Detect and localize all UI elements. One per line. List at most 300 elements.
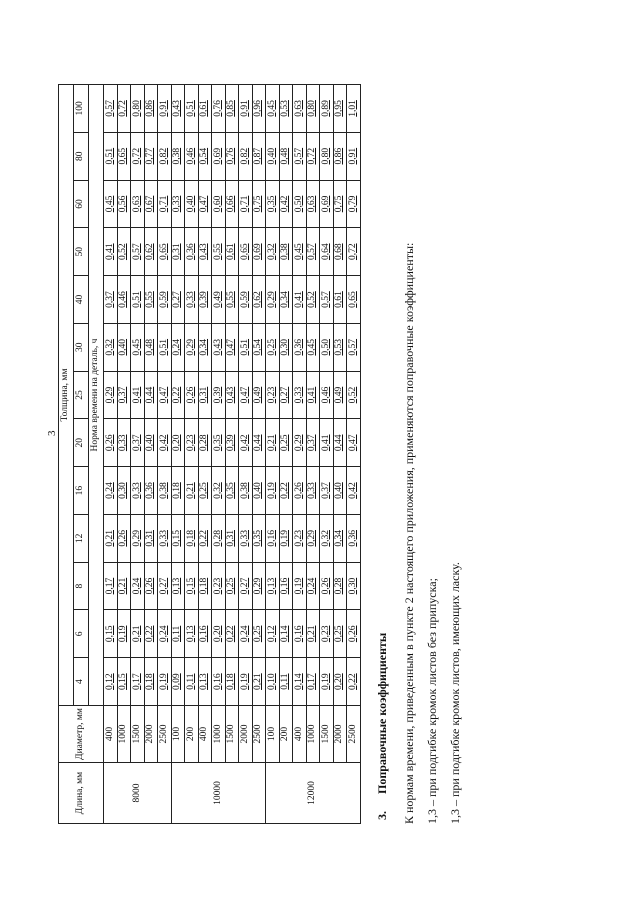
thickness-col-header: 60 (74, 180, 89, 228)
norm-value-cell: 0,26 (320, 562, 334, 610)
norm-value-cell: 0,28 (212, 514, 226, 562)
table-row (293, 85, 307, 824)
norm-value-cell: 0,33 (158, 514, 172, 562)
norm-value-cell: 0,91 (347, 132, 361, 180)
norm-value-cell: 0,86 (333, 132, 347, 180)
norm-value-cell: 0,36 (347, 514, 361, 562)
norm-value-cell: 0,20 (333, 658, 347, 706)
table-row (185, 85, 199, 824)
norm-value-cell: 0,24 (171, 323, 185, 371)
norm-value-cell: 0,52 (347, 371, 361, 419)
norm-value-cell: 0,36 (293, 323, 307, 371)
norm-value-cell: 0,38 (171, 132, 185, 180)
norm-value-cell: 0,45 (104, 180, 118, 228)
norm-value-cell: 0,63 (131, 180, 145, 228)
norm-value-cell: 0,15 (171, 514, 185, 562)
norm-value-cell: 0,18 (171, 467, 185, 515)
norm-value-cell: 0,64 (320, 228, 334, 276)
norm-value-cell: 0,26 (117, 514, 131, 562)
section-intro: К нормам времени, приведенным в пункте 2 настоящего приложения, применяются поправочные коэффициенты: (401, 242, 416, 824)
norm-value-cell: 0,59 (239, 276, 253, 324)
table-row (131, 85, 145, 824)
norm-value-cell: 0,43 (171, 85, 185, 133)
norm-value-cell: 0,15 (117, 658, 131, 706)
norm-value-cell: 0,51 (239, 323, 253, 371)
norm-value-cell: 0,17 (131, 658, 145, 706)
norm-value-cell: 0,69 (212, 132, 226, 180)
norm-value-cell: 0,16 (293, 610, 307, 658)
norm-value-cell: 0,22 (198, 514, 212, 562)
norm-value-cell: 0,27 (171, 276, 185, 324)
norm-value-cell: 0,86 (144, 85, 158, 133)
norm-value-cell: 0,29 (266, 276, 280, 324)
table-row (225, 85, 239, 824)
norm-value-cell: 0,37 (131, 419, 145, 467)
thickness-col-header: 50 (74, 228, 89, 276)
norm-value-cell: 0,25 (279, 419, 293, 467)
thickness-col-header: 6 (74, 610, 89, 658)
norm-value-cell: 0,47 (347, 419, 361, 467)
norm-value-cell: 0,37 (306, 419, 320, 467)
norm-value-cell: 0,89 (320, 85, 334, 133)
diameter-cell: 100 (266, 706, 280, 763)
norm-value-cell: 0,29 (104, 371, 118, 419)
norm-value-cell: 0,50 (320, 323, 334, 371)
norm-value-cell: 0,55 (225, 276, 239, 324)
norm-value-cell: 0,19 (158, 658, 172, 706)
norm-value-cell: 0,38 (279, 228, 293, 276)
norm-value-cell: 0,12 (104, 658, 118, 706)
norm-value-cell: 0,65 (158, 228, 172, 276)
section-title: Поправочные коэффициенты (374, 632, 389, 794)
section-number: 3. (374, 811, 389, 820)
norm-value-cell: 0,48 (279, 132, 293, 180)
norm-value-cell: 0,51 (185, 85, 199, 133)
norm-value-cell: 0,76 (212, 85, 226, 133)
norm-value-cell: 0,31 (144, 514, 158, 562)
norm-value-cell: 0,72 (117, 85, 131, 133)
norm-value-cell: 0,18 (198, 562, 212, 610)
norm-value-cell: 0,27 (239, 562, 253, 610)
norm-value-cell: 0,71 (239, 180, 253, 228)
norm-value-cell: 0,47 (198, 180, 212, 228)
thickness-col-header: 40 (74, 276, 89, 324)
norm-value-cell: 0,21 (306, 610, 320, 658)
norm-value-cell: 0,42 (239, 419, 253, 467)
norm-value-cell: 0,43 (225, 371, 239, 419)
norm-value-cell: 0,33 (239, 514, 253, 562)
norm-value-cell: 0,32 (320, 514, 334, 562)
norm-value-cell: 0,57 (320, 276, 334, 324)
norm-value-cell: 0,49 (212, 276, 226, 324)
norm-value-cell: 0,26 (185, 371, 199, 419)
norm-value-cell: 0,40 (252, 467, 266, 515)
norm-value-cell: 0,91 (239, 85, 253, 133)
norm-value-cell: 0,59 (158, 276, 172, 324)
table-row (117, 85, 131, 824)
norm-value-cell: 0,51 (131, 276, 145, 324)
thickness-col-header: 4 (74, 658, 89, 706)
norm-value-cell: 0,24 (239, 610, 253, 658)
norm-value-cell: 0,11 (279, 658, 293, 706)
norm-value-cell: 0,34 (198, 323, 212, 371)
norm-value-cell: 0,19 (279, 514, 293, 562)
norm-value-cell: 0,22 (279, 467, 293, 515)
norm-value-cell: 0,87 (252, 132, 266, 180)
norm-value-cell: 0,26 (104, 419, 118, 467)
table-row (144, 85, 158, 824)
header-length: Длина, мм (59, 763, 104, 824)
table-row (333, 85, 347, 824)
norm-value-cell: 0,69 (252, 228, 266, 276)
norm-value-cell: 0,77 (144, 132, 158, 180)
diameter-cell: 2000 (239, 706, 253, 763)
norm-value-cell: 0,16 (279, 562, 293, 610)
norm-value-cell: 0,24 (158, 610, 172, 658)
norm-value-cell: 0,41 (320, 419, 334, 467)
norm-value-cell: 0,65 (347, 276, 361, 324)
norm-value-cell: 0,72 (347, 228, 361, 276)
norm-value-cell: 0,36 (144, 467, 158, 515)
norm-value-cell: 0,32 (212, 467, 226, 515)
norm-value-cell: 0,32 (266, 228, 280, 276)
norm-value-cell: 0,35 (266, 180, 280, 228)
norm-value-cell: 0,45 (131, 323, 145, 371)
norm-value-cell: 0,68 (333, 228, 347, 276)
norm-value-cell: 0,27 (158, 562, 172, 610)
norm-value-cell: 0,19 (320, 658, 334, 706)
norm-value-cell: 0,33 (293, 371, 307, 419)
norm-value-cell: 0,61 (333, 276, 347, 324)
norm-value-cell: 0,15 (104, 610, 118, 658)
norm-value-cell: 0,45 (266, 85, 280, 133)
norm-value-cell: 0,13 (171, 562, 185, 610)
norm-value-cell: 0,27 (279, 371, 293, 419)
norm-value-cell: 0,49 (333, 371, 347, 419)
norm-value-cell: 0,41 (104, 228, 118, 276)
thickness-col-header: 20 (74, 419, 89, 467)
length-cell: 10000 (171, 763, 266, 824)
norm-value-cell: 0,39 (198, 276, 212, 324)
correction-section (375, 34, 463, 824)
norm-value-cell: 0,80 (131, 85, 145, 133)
norm-value-cell: 0,22 (225, 610, 239, 658)
norm-value-cell: 0,76 (225, 132, 239, 180)
norm-value-cell: 0,13 (185, 610, 199, 658)
norm-value-cell: 0,57 (306, 228, 320, 276)
norm-value-cell: 0,40 (144, 419, 158, 467)
diameter-cell: 2500 (158, 706, 172, 763)
norm-value-cell: 0,57 (131, 228, 145, 276)
diameter-cell: 1000 (306, 706, 320, 763)
norm-value-cell: 0,82 (239, 132, 253, 180)
norm-value-cell: 0,16 (198, 610, 212, 658)
norm-value-cell: 0,31 (171, 228, 185, 276)
norm-value-cell: 0,22 (144, 610, 158, 658)
norm-value-cell: 0,51 (158, 323, 172, 371)
norm-value-cell: 0,33 (306, 467, 320, 515)
norm-value-cell: 0,33 (117, 419, 131, 467)
norm-value-cell: 0,18 (144, 658, 158, 706)
norm-value-cell: 0,23 (185, 419, 199, 467)
norm-value-cell: 0,22 (347, 658, 361, 706)
norm-value-cell: 0,19 (117, 610, 131, 658)
norm-value-cell: 0,31 (198, 371, 212, 419)
norm-value-cell: 0,10 (266, 658, 280, 706)
norm-value-cell: 0,11 (185, 658, 199, 706)
diameter-cell: 2000 (144, 706, 158, 763)
norm-value-cell: 0,35 (212, 419, 226, 467)
norm-value-cell: 0,72 (306, 132, 320, 180)
diameter-cell: 200 (279, 706, 293, 763)
norm-value-cell: 0,80 (320, 132, 334, 180)
thickness-col-header: 12 (74, 514, 89, 562)
norm-value-cell: 0,19 (239, 658, 253, 706)
norm-value-cell: 0,75 (252, 180, 266, 228)
norms-body (104, 85, 361, 824)
length-cell: 8000 (104, 763, 172, 824)
norm-value-cell: 0,43 (198, 228, 212, 276)
norm-value-cell: 0,91 (158, 85, 172, 133)
norm-value-cell: 0,40 (117, 323, 131, 371)
norm-value-cell: 0,79 (347, 180, 361, 228)
diameter-cell: 1000 (117, 706, 131, 763)
norm-value-cell: 0,29 (293, 419, 307, 467)
table-row (212, 85, 226, 824)
norm-value-cell: 0,17 (306, 658, 320, 706)
table-row (306, 85, 320, 824)
norm-value-cell: 0,71 (158, 180, 172, 228)
norm-value-cell: 0,23 (266, 371, 280, 419)
table-row (198, 85, 212, 824)
norm-value-cell: 0,51 (104, 132, 118, 180)
norm-value-cell: 0,33 (131, 467, 145, 515)
norm-value-cell: 0,41 (131, 371, 145, 419)
norm-value-cell: 0,33 (171, 180, 185, 228)
norm-value-cell: 0,25 (198, 467, 212, 515)
norm-value-cell: 0,16 (212, 658, 226, 706)
norm-value-cell: 0,47 (239, 371, 253, 419)
norm-value-cell: 0,14 (293, 658, 307, 706)
norm-value-cell: 0,52 (117, 228, 131, 276)
norm-value-cell: 0,30 (279, 323, 293, 371)
norm-value-cell: 0,24 (306, 562, 320, 610)
norm-value-cell: 0,46 (320, 371, 334, 419)
norm-value-cell: 0,28 (333, 562, 347, 610)
thickness-col-header: 100 (74, 85, 89, 133)
norm-value-cell: 0,45 (306, 323, 320, 371)
norm-value-cell: 0,52 (306, 276, 320, 324)
norm-value-cell: 0,26 (347, 610, 361, 658)
norm-value-cell: 0,42 (279, 180, 293, 228)
table-row (252, 85, 266, 824)
norm-value-cell: 0,28 (198, 419, 212, 467)
section-heading (375, 34, 390, 820)
norm-value-cell: 0,18 (225, 658, 239, 706)
norm-value-cell: 0,20 (171, 419, 185, 467)
length-cell: 12000 (266, 763, 361, 824)
norm-value-cell: 0,69 (320, 180, 334, 228)
diameter-cell: 1500 (131, 706, 145, 763)
norm-value-cell: 0,53 (279, 85, 293, 133)
norm-value-cell: 0,38 (239, 467, 253, 515)
norm-value-cell: 0,32 (104, 323, 118, 371)
norm-value-cell: 0,24 (104, 467, 118, 515)
header-norm: Норма времени на деталь, ч (89, 85, 104, 706)
norm-value-cell: 0,37 (117, 371, 131, 419)
norm-value-cell: 0,33 (185, 276, 199, 324)
norm-value-cell: 0,42 (347, 467, 361, 515)
table-row (347, 85, 361, 824)
table-row (239, 85, 253, 824)
diameter-cell: 1500 (320, 706, 334, 763)
norm-value-cell: 0,25 (333, 610, 347, 658)
table-row (279, 85, 293, 824)
rotated-page-content (58, 34, 508, 824)
norm-value-cell: 0,37 (104, 276, 118, 324)
norm-value-cell: 0,96 (252, 85, 266, 133)
diameter-cell: 400 (293, 706, 307, 763)
norm-value-cell: 0,25 (266, 323, 280, 371)
norm-value-cell: 0,34 (279, 276, 293, 324)
norm-value-cell: 0,13 (266, 562, 280, 610)
norm-value-cell: 0,42 (158, 419, 172, 467)
diameter-cell: 1500 (225, 706, 239, 763)
norm-value-cell: 0,61 (225, 228, 239, 276)
norm-value-cell: 0,54 (252, 323, 266, 371)
thickness-col-header: 8 (74, 562, 89, 610)
norm-value-cell: 0,29 (185, 323, 199, 371)
thickness-col-header: 80 (74, 132, 89, 180)
norm-value-cell: 0,40 (185, 180, 199, 228)
norm-value-cell: 0,35 (252, 514, 266, 562)
norm-value-cell: 0,15 (185, 562, 199, 610)
norm-value-cell: 0,43 (212, 323, 226, 371)
diameter-cell: 400 (198, 706, 212, 763)
norm-value-cell: 0,45 (293, 228, 307, 276)
diameter-cell: 100 (171, 706, 185, 763)
norm-value-cell: 0,21 (252, 658, 266, 706)
norm-value-cell: 0,48 (144, 323, 158, 371)
norm-value-cell: 0,21 (117, 562, 131, 610)
norm-value-cell: 0,75 (333, 180, 347, 228)
norm-value-cell: 0,21 (131, 610, 145, 658)
norm-value-cell: 0,63 (293, 85, 307, 133)
norm-value-cell: 0,26 (293, 467, 307, 515)
thickness-col-header: 25 (74, 371, 89, 419)
norm-value-cell: 0,31 (225, 514, 239, 562)
norm-value-cell: 0,39 (212, 371, 226, 419)
norm-value-cell: 0,55 (212, 228, 226, 276)
norm-value-cell: 0,13 (198, 658, 212, 706)
norm-value-cell: 0,25 (252, 610, 266, 658)
diameter-cell: 400 (104, 706, 118, 763)
norm-value-cell: 0,95 (333, 85, 347, 133)
norm-value-cell: 0,14 (279, 610, 293, 658)
norm-value-cell: 0,21 (266, 419, 280, 467)
norm-value-cell: 0,49 (252, 371, 266, 419)
table-row (158, 85, 172, 824)
header-thickness: Толщина, мм (59, 85, 74, 706)
norm-value-cell: 0,47 (225, 323, 239, 371)
norm-value-cell: 0,66 (225, 180, 239, 228)
norm-value-cell: 0,23 (212, 562, 226, 610)
norm-value-cell: 0,46 (117, 276, 131, 324)
diameter-cell: 2500 (347, 706, 361, 763)
page-number: 3 (46, 430, 58, 436)
norms-table (58, 84, 361, 824)
norm-value-cell: 0,65 (117, 132, 131, 180)
norm-value-cell: 0,19 (266, 467, 280, 515)
norm-value-cell: 0,47 (158, 371, 172, 419)
norm-value-cell: 0,62 (252, 276, 266, 324)
norm-value-cell: 0,16 (266, 514, 280, 562)
norm-value-cell: 0,12 (266, 610, 280, 658)
diameter-cell: 200 (185, 706, 199, 763)
norm-value-cell: 0,25 (225, 562, 239, 610)
section-item: 1,3 – при подгибке кромок листов без припуска; (424, 578, 439, 824)
norm-value-cell: 0,21 (185, 467, 199, 515)
norm-value-cell: 0,82 (158, 132, 172, 180)
norm-value-cell: 0,19 (293, 562, 307, 610)
norm-value-cell: 0,36 (185, 228, 199, 276)
norm-value-cell: 0,26 (144, 562, 158, 610)
norm-value-cell: 0,20 (212, 610, 226, 658)
norm-value-cell: 0,18 (185, 514, 199, 562)
section-item: 1,3 – при подгибке кромок листов, имеющих ласку. (447, 562, 462, 824)
norm-value-cell: 0,60 (212, 180, 226, 228)
norm-value-cell: 0,23 (320, 610, 334, 658)
thickness-col-header: 30 (74, 323, 89, 371)
norm-value-cell: 0,55 (144, 276, 158, 324)
norm-value-cell: 0,40 (266, 132, 280, 180)
norm-value-cell: 0,62 (144, 228, 158, 276)
norm-value-cell: 0,44 (252, 419, 266, 467)
table-row (320, 85, 334, 824)
diameter-cell: 2000 (333, 706, 347, 763)
norm-value-cell: 0,67 (144, 180, 158, 228)
norm-value-cell: 0,09 (171, 658, 185, 706)
norm-value-cell: 0,46 (185, 132, 199, 180)
norm-value-cell: 0,29 (252, 562, 266, 610)
norm-value-cell: 0,41 (306, 371, 320, 419)
norm-value-cell: 0,80 (306, 85, 320, 133)
norm-value-cell: 0,39 (225, 419, 239, 467)
norm-value-cell: 0,17 (104, 562, 118, 610)
norm-value-cell: 0,21 (104, 514, 118, 562)
norm-value-cell: 0,38 (158, 467, 172, 515)
norm-value-cell: 0,44 (144, 371, 158, 419)
norm-value-cell: 0,56 (117, 180, 131, 228)
thickness-col-header: 16 (74, 467, 89, 515)
norm-value-cell: 0,23 (293, 514, 307, 562)
norm-value-cell: 0,35 (225, 467, 239, 515)
norm-value-cell: 0,85 (225, 85, 239, 133)
norm-value-cell: 0,11 (171, 610, 185, 658)
norm-value-cell: 0,63 (306, 180, 320, 228)
norm-value-cell: 0,57 (293, 132, 307, 180)
table-row (171, 85, 185, 824)
diameter-cell: 1000 (212, 706, 226, 763)
diameter-cell: 2500 (252, 706, 266, 763)
norm-value-cell: 0,61 (198, 85, 212, 133)
norm-value-cell: 0,72 (131, 132, 145, 180)
norm-value-cell: 0,30 (347, 562, 361, 610)
norm-value-cell: 0,57 (347, 323, 361, 371)
header-diameter: Диаметр, мм (59, 706, 104, 763)
norm-value-cell: 0,29 (306, 514, 320, 562)
norm-value-cell: 0,53 (333, 323, 347, 371)
